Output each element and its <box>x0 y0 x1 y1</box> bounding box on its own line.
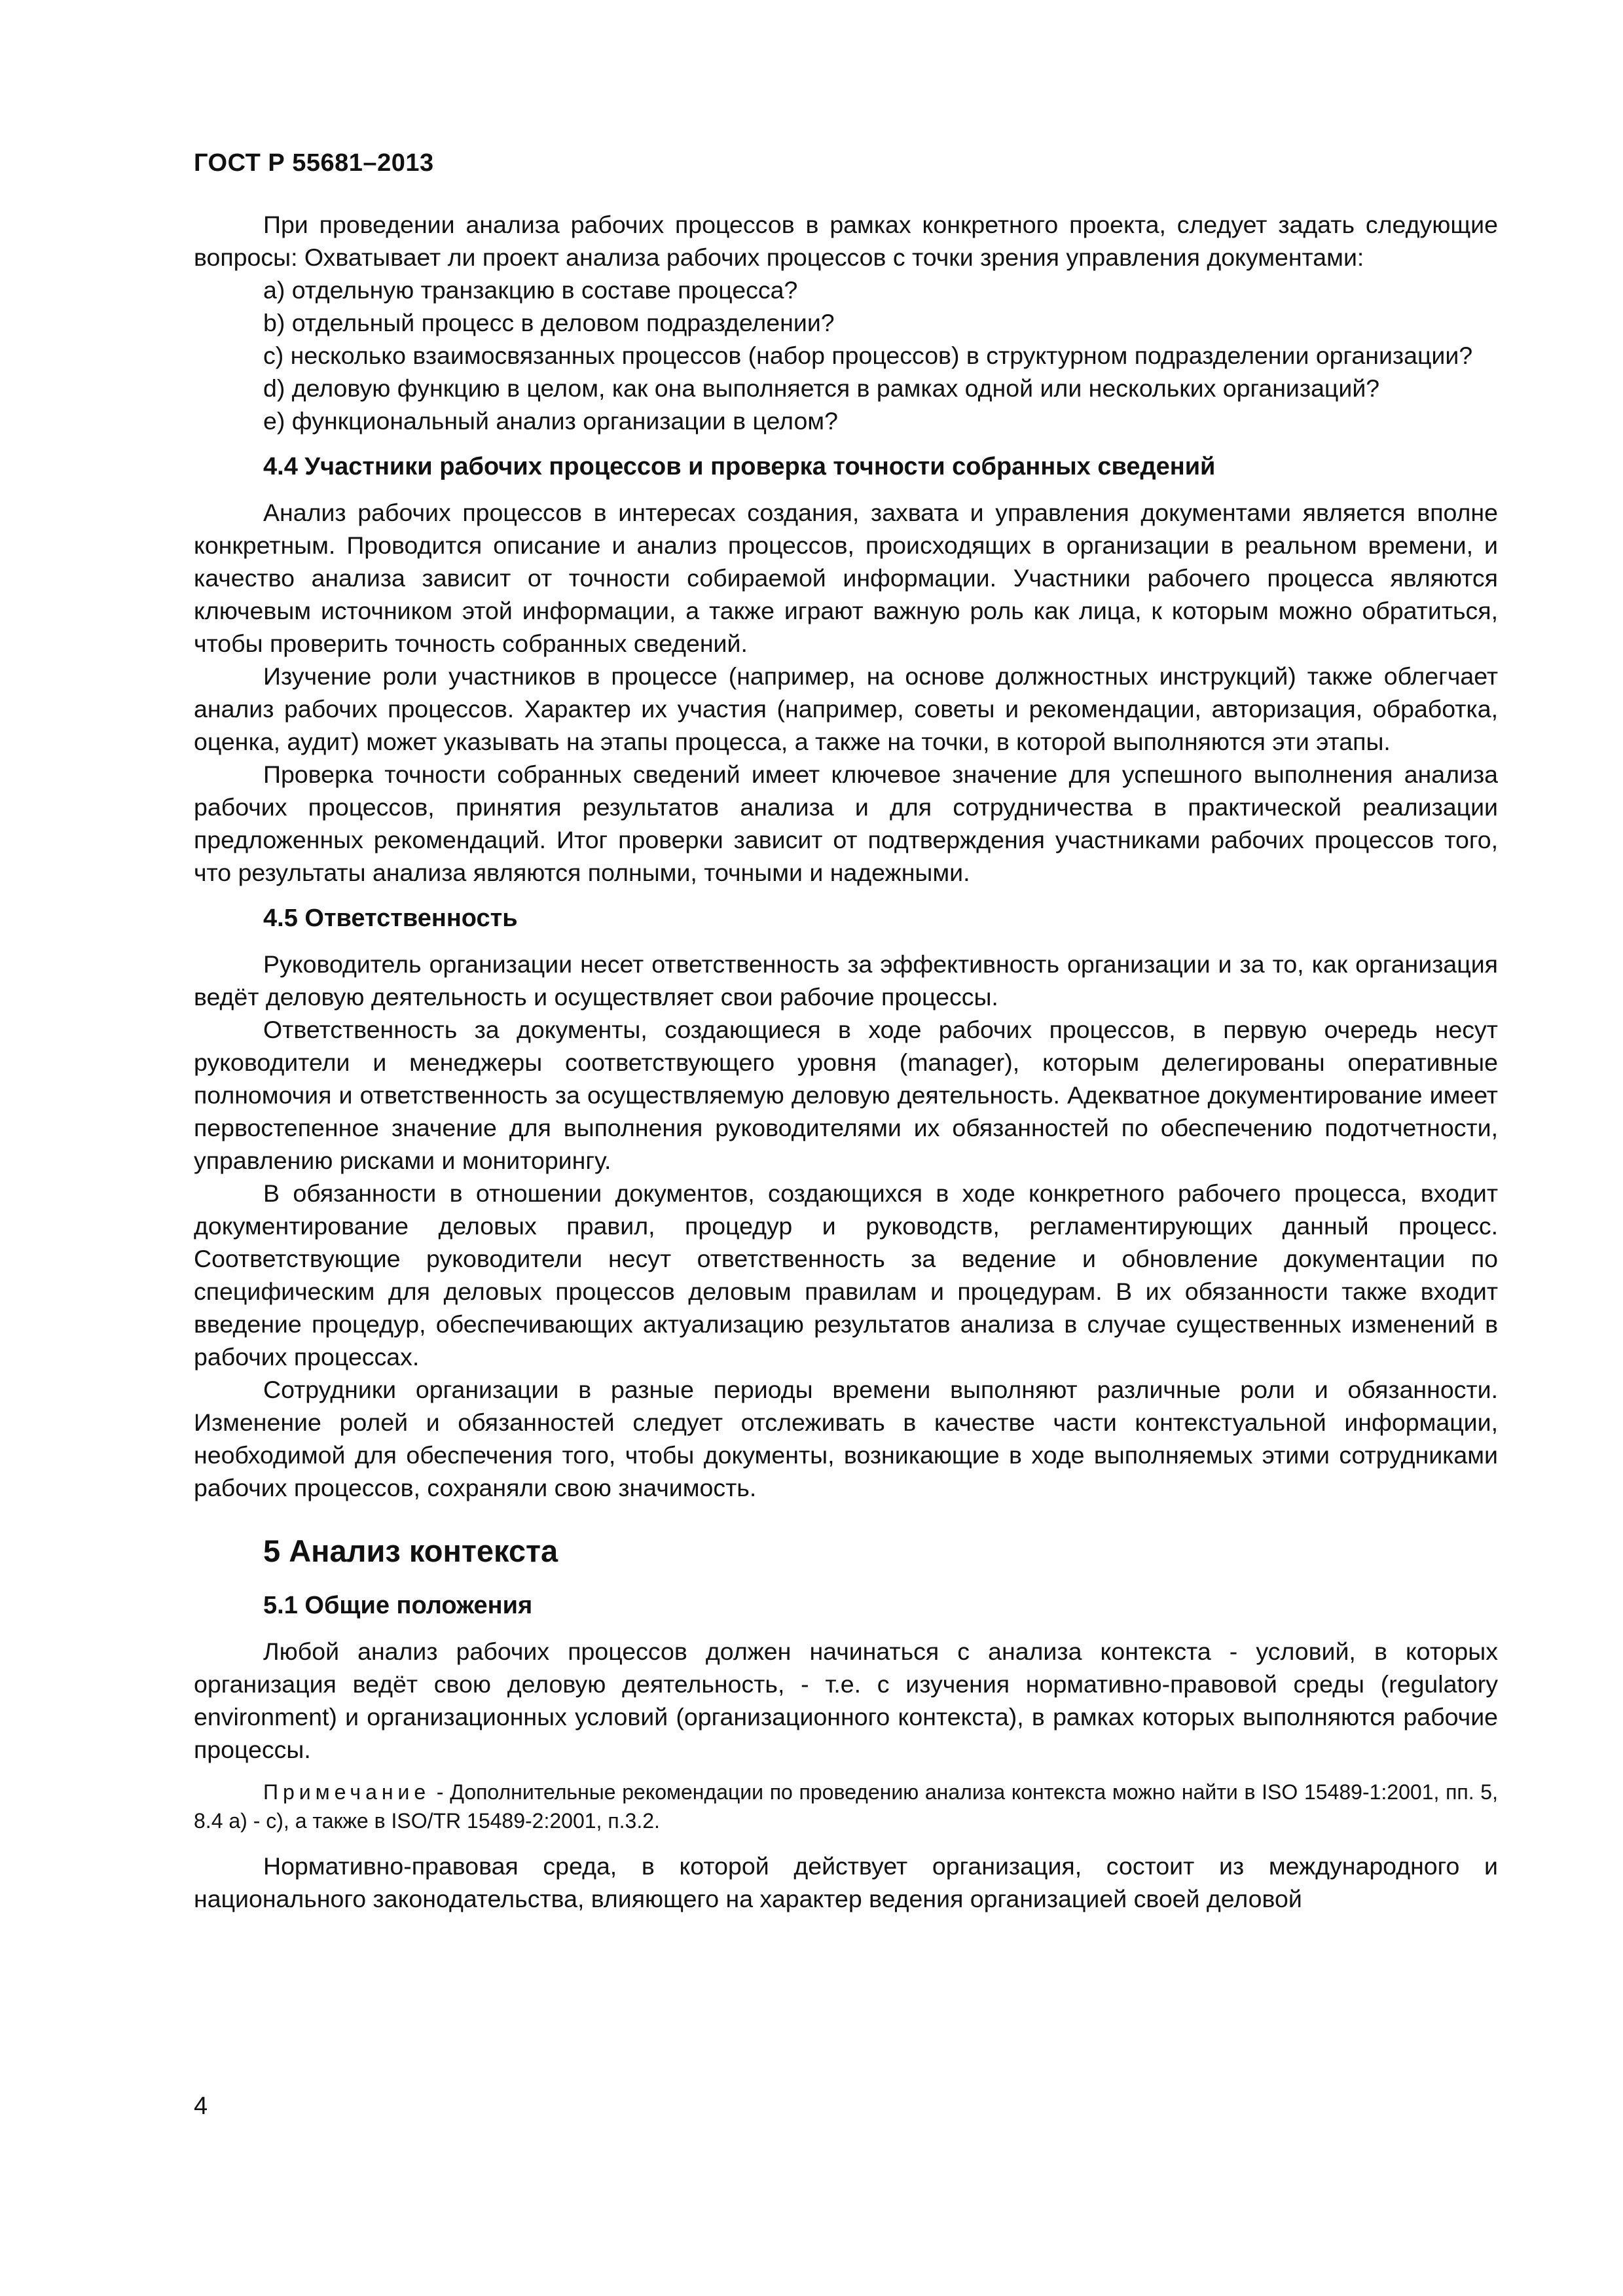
section-4-5-heading: 4.5 Ответственность <box>263 905 518 932</box>
document-body <box>194 208 1498 1915</box>
section-5-1-heading: 5.1 Общие положения <box>263 1592 533 1619</box>
list-item-b: b) отдельный процесс в деловом подразделении? <box>263 309 835 336</box>
section-4-4-paragraph: Проверка точности собранных сведений имеет ключевое значение для успешного выполнения анализа рабочих процессов, принятия результатов анализа и для сотрудничества в практической реализации предложенных рекомендаций. Итог проверки зависит от подтверждения участниками рабочих процессов того, что результаты анализа являются полными, точными и надежными. <box>194 761 1498 886</box>
section-4-4-paragraph: Анализ рабочих процессов в интересах создания, захвата и управления документами является вполне конкретным. Проводится описание и анализ процессов, происходящих в организации в реальном времени, и качество анализа зависит от точности собираемой информации. Участники рабочего процесса являются ключевым источником этой информации, а также играют важную роль как лица, к которым можно обратиться, чтобы проверить точность собранных сведений. <box>194 499 1498 657</box>
section-4-4-heading: 4.4 Участники рабочих процессов и проверка точности собранных сведений <box>263 453 1216 480</box>
section-5-heading: 5 Анализ контекста <box>263 1534 558 1568</box>
section-4-5-paragraph: Ответственность за документы, создающиеся в ходе рабочих процессов, в первую очередь несут руководители и менеджеры соответствующего уровня (manager), которым делегированы оперативные полномочия и ответственность за осуществляемую деловую деятельность. Адекватное документирование имеет первостепенное значение для выполнения руководителями их обязанностей по обеспечению подотчетности, управлению рисками и мониторингу. <box>194 1016 1498 1174</box>
list-item-d: d) деловую функцию в целом, как она выполняется в рамках одной или нескольких организаций? <box>263 374 1380 402</box>
document-header: ГОСТ Р 55681–2013 <box>194 149 434 177</box>
note-label: Примечание <box>263 1780 431 1804</box>
list-item-c: c) несколько взаимосвязанных процессов (набор процессов) в структурном подразделении организации? <box>263 342 1473 369</box>
section-5-1-paragraph: Любой анализ рабочих процессов должен начинаться с анализа контекста - условий, в которых организация ведёт свою деловую деятельность, - т.е. с изучения нормативно-правовой среды (regulatory environment) и организационных условий (организационного контекста), в рамках которых выполняются рабочие процессы. <box>194 1638 1498 1763</box>
section-5-1-paragraph: Нормативно-правовая среда, в которой действует организация, состоит из международного и национального законодательства, влияющего на характер ведения организацией своей деловой <box>194 1852 1498 1912</box>
note-text: - Дополнительные рекомендации по проведению анализа контекста можно найти в ISO 15489-1:2001, пп. 5, 8.4 a) - c), а также в ISO/TR 15489-2:2001, п.3.2. <box>194 1780 1498 1833</box>
intro-paragraph: При проведении анализа рабочих процессов в рамках конкретного проекта, следует задать следующие вопросы: Охватывает ли проект анализа рабочих процессов с точки зрения управления документами: <box>194 211 1498 271</box>
section-4-4-paragraph: Изучение роли участников в процессе (например, на основе должностных инструкций) также облегчает анализ рабочих процессов. Характер их участия (например, советы и рекомендации, авторизация, обработка, оценка, аудит) может указывать на этапы процесса, а также на точки, в которой выполняются эти этапы. <box>194 662 1498 755</box>
section-4-5-paragraph: Сотрудники организации в разные периоды времени выполняют различные роли и обязанности. Изменение ролей и обязанностей следует отслеживать в качестве части контекстуальной информации, необходимой для обеспечения того, чтобы документы, возникающие в ходе выполняемых этими сотрудниками рабочих процессов, сохраняли свою значимость. <box>194 1376 1498 1501</box>
list-item-e: e) функциональный анализ организации в целом? <box>263 407 838 435</box>
list-item-a: a) отдельную транзакцию в составе процесса? <box>263 276 798 304</box>
page-number: 4 <box>194 2092 208 2120</box>
section-4-5-paragraph: В обязанности в отношении документов, создающихся в ходе конкретного рабочего процесса, входит документирование деловых правил, процедур и руководств, регламентирующих данный процесс. Соответствующие руководители несут ответственность за ведение и обновление документации по специфическим для деловых процессов деловым правилам и процедурам. В их обязанности также входит введение процедур, обеспечивающих актуализацию результатов анализа в случае существенных изменений в рабочих процессах. <box>194 1179 1498 1371</box>
section-4-5-paragraph: Руководитель организации несет ответственность за эффективность организации и за то, как организация ведёт деловую деятельность и осуществляет свои рабочие процессы. <box>194 950 1498 1011</box>
note <box>194 1778 1498 1835</box>
